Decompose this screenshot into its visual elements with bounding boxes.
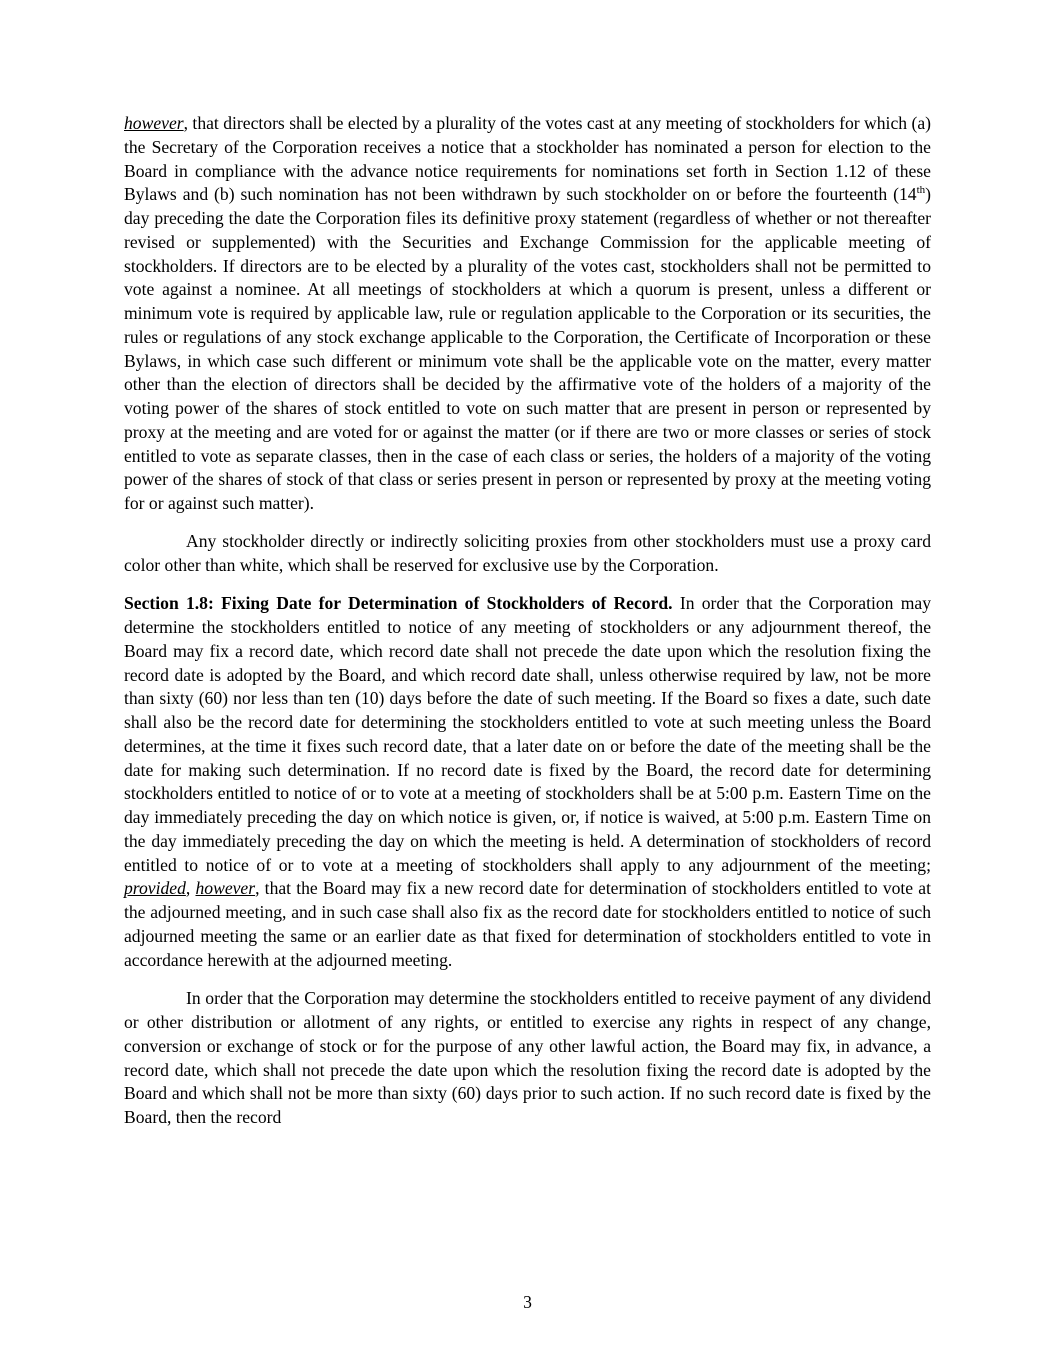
document-page: [124, 112, 931, 1130]
paragraph-proxy-card: [124, 530, 931, 578]
paragraph-text: In order that the Corporation may determine the stockholders entitled to receive payment of any dividend or other distribution or allotment of any rights, or entitled to exercise any rights in respect of any change, conversion or exchange of stock or for the purpose of any other lawful action, the Board may fix, in advance, a record date, which shall not precede the date upon which the resolution fixing the record date is adopted by the Board and which shall not be more than sixty (60) days prior to such action. If no such record date is fixed by the Board, then the record: [124, 988, 931, 1127]
paragraph-text: In order that the Corporation may determine the stockholders entitled to notice of any meeting of stockholders or any adjournment thereof, the Board may fix a record date, which record date shall not precede the date upon which the resolution fixing the record date is adopted by the Board, and which record date shall, unless otherwise required by law, not be more than sixty (60) nor less than ten (10) days before the date of such meeting. If the Board so fixes a date, such date shall also be the record date for determining the stockholders entitled to vote at such meeting unless the Board determines, at the time it fixes such record date, that a later date on or before the date of the meeting shall be the date for making such determination. If no record date is fixed by the Board, the record date for determining stockholders entitled to notice of or to vote at a meeting of stockholders shall be at 5:00 p.m. Eastern Time on the day immediately preceding the day on which notice is given, or, if notice is waived, at 5:00 p.m. Eastern Time on the day immediately preceding the day on which the meeting is held. A determination of stockholders of record entitled to notice of or to vote at a meeting of stockholders shall apply to any adjournment of the meeting;: [124, 593, 931, 875]
paragraph-text: ) day preceding the date the Corporation files its definitive proxy statement (regardless of whether or not thereafter revised or supplemented) with the Securities and Exchange Commission for the applicable meeting of stockholders. If directors are to be elected by a plurality of the votes cast, stockholders shall not be permitted to vote against a nominee. At all meetings of stockholders at which a quorum is present, unless a different or minimum vote is required by applicable law, rule or regulation applicable to the Corporation or its securities, the rules or regulations of any stock exchange applicable to the Corporation, the Certificate of Incorporation or these Bylaws, in which case such different or minimum vote shall be the applicable vote on the matter, every matter other than the election of directors shall be decided by the affirmative vote of the holders of a majority of the voting power of the shares of stock entitled to vote on such matter that are present in person or represented by proxy at the meeting and are voted for or against the matter (or if there are two or more classes or series of stock entitled to vote as separate classes, then in the case of each class or series, the holders of a majority of the voting power of the shares of stock of that class or series present in person or represented by proxy at the meeting voting for or against such matter).: [124, 184, 931, 513]
page-number: 3: [523, 1292, 532, 1312]
term-provided: provided: [124, 878, 186, 899]
paragraph-text: Any stockholder directly or indirectly soliciting proxies from other stockholders must use a proxy card color other than white, which shall be reserved for exclusive use by the Corporation.: [124, 530, 931, 575]
ordinal-superscript: th: [916, 184, 926, 197]
paragraph-text: , that directors shall be elected by a plurality of the votes cast at any meeting of stockholders for which (a) the Secretary of the Corporation receives a notice that a stockholder has nominated a person for election to the Board in compliance with the advance notice requirements for nominations set forth in Section 1.12 of these Bylaws and (b) such nomination has not been withdrawn by such stockholder on or before the fourteenth (14: [124, 113, 931, 205]
section-1-8: [124, 592, 931, 972]
paragraph-dividend-record-date: [124, 987, 931, 1130]
punctuation: ,: [185, 878, 196, 899]
paragraph-voting-standard: [124, 112, 931, 516]
term-however: however: [195, 878, 256, 899]
paragraph-text: , that the Board may fix a new record date for determination of stockholders entitled to vote at the adjourned meeting, and in such case shall also fix as the record date for stockholders entitled to notice of such adjourned meeting the same or an earlier date as that fixed for determination of stockholders entitled to vote in accordance herewith at the adjourned meeting.: [124, 878, 932, 970]
section-heading: Section 1.8: Fixing Date for Determination of Stockholders of Record.: [124, 593, 673, 614]
term-however: however: [124, 113, 184, 133]
